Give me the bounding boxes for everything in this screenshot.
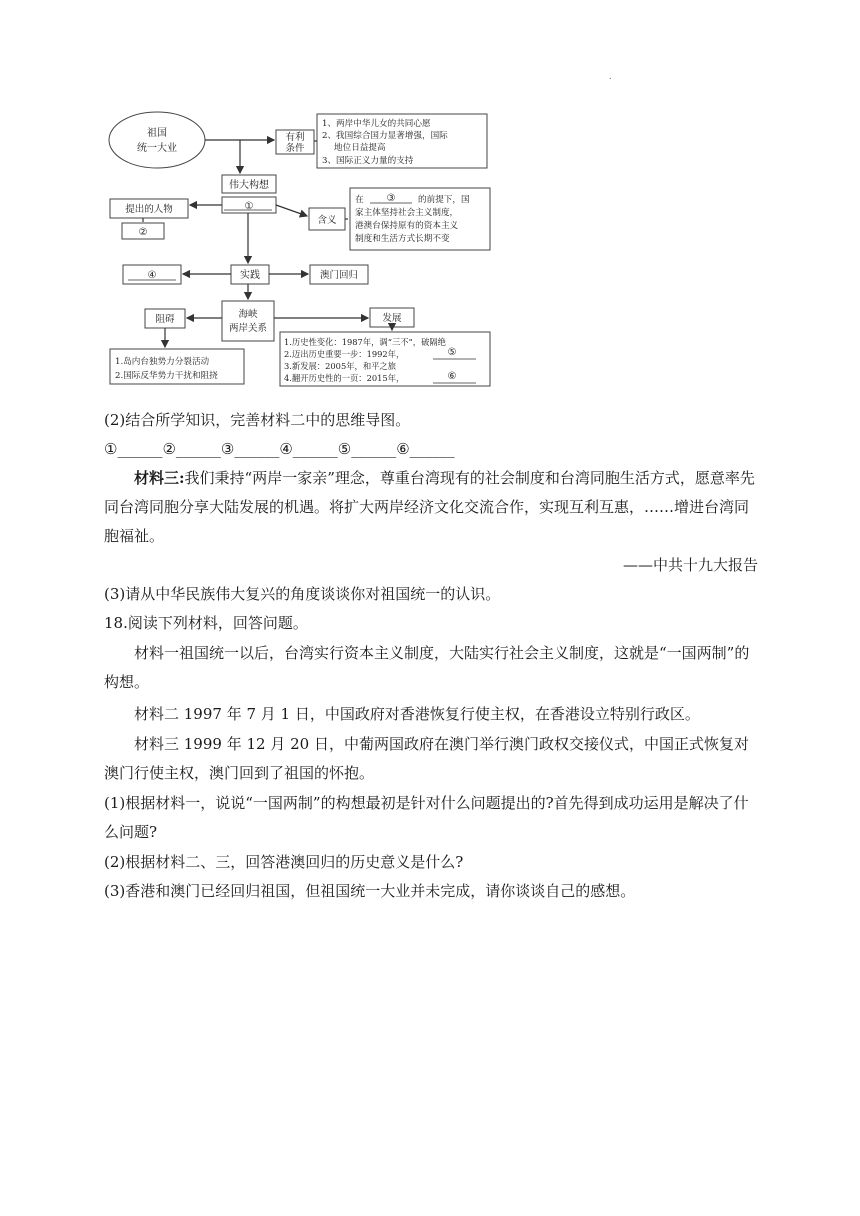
material-3-label: 材料三: — [134, 469, 185, 487]
question-18-title: 18.阅读下列材料，回答问题。 — [104, 614, 308, 632]
q18-material-1-text: 材料一祖国统一以后，台湾实行资本主义制度，大陆实行社会主义制度，这就是“一国两制”的构想。 — [104, 644, 750, 691]
answer-blanks-line: ①______②______③______④______⑤______⑥______ — [104, 440, 455, 458]
center-text: 统一大业 — [137, 143, 177, 154]
favorable-item: 地位日益提高 — [334, 143, 386, 153]
favorable-item: 3、国际正义力量的支持 — [322, 156, 414, 166]
develop-item: 3.新发展：2005年，和平之旅 — [284, 361, 397, 371]
obstacle-item: 1.岛内台独势力分裂活动 — [115, 357, 210, 367]
blank5-text: ⑤ — [447, 347, 457, 358]
q18-material-1 — [104, 639, 758, 697]
question-3: (3)请从中华民族伟大复兴的角度谈谈你对祖国统一的认识。 — [104, 585, 501, 603]
meaning-line: 家主体坚持社会主义制度， — [355, 208, 459, 218]
mind-map-diagram — [100, 104, 500, 390]
develop-item: 2.迈出历史重要一步：1992年， — [284, 349, 405, 359]
practice-text: 实践 — [240, 270, 260, 281]
favorable-label: 条件 — [285, 143, 305, 154]
center-text: 祖国 — [147, 128, 167, 139]
blank4-text: ④ — [147, 270, 157, 281]
proposer-text: 提出的人物 — [125, 204, 173, 215]
q18-material-3 — [104, 730, 758, 788]
favorable-item: 2、我国综合国力显著增强，国际 — [322, 131, 448, 141]
blank2-text: ② — [138, 227, 148, 238]
develop-text: 发展 — [382, 313, 402, 324]
center-ellipse — [109, 112, 205, 168]
concept-text: 伟大构想 — [229, 180, 269, 191]
meaning-line: 的前提下，国 — [418, 195, 470, 205]
material-3-text: 我们秉持“两岸一家亲”理念，尊重台湾现有的社会制度和台湾同胞生活方式，愿意率先同台湾同胞分享大陆发展的机遇。将扩大两岸经济文化交流合作，实现互利互惠，……增进台湾同胞福祉。 — [104, 469, 755, 545]
macau-text: 澳门回归 — [319, 270, 359, 281]
blank1-text: ① — [244, 201, 254, 212]
meaning-prefix: 在 — [355, 195, 364, 205]
question-2: (2)结合所学知识，完善材料二中的思维导图。 — [104, 411, 411, 429]
blank3-text: ③ — [386, 193, 396, 204]
page-dot: . — [609, 72, 612, 81]
material-3-source: ——中共十九大报告 — [622, 556, 758, 574]
q18-material-2 — [104, 700, 758, 729]
blank6-text: ⑥ — [447, 371, 457, 382]
meaning-line: 制度和生活方式长期不变 — [355, 234, 450, 244]
meaning-label: 含义 — [317, 215, 337, 226]
obstacle-text: 阻碍 — [155, 314, 175, 325]
strait-text: 海峡 — [238, 309, 258, 320]
meaning-line: 港澳台保持原有的资本主义 — [355, 221, 459, 231]
material-3 — [104, 464, 758, 551]
obstacle-item: 2.国际反华势力干扰和阻挠 — [115, 371, 218, 381]
develop-item: 1.历史性变化：1987年，调“三不”，破隔绝 — [284, 337, 446, 347]
q18-material-2-text: 材料二 1997 年 7 月 1 日，中国政府对香港恢复行使主权，在香港设立特别行政区。 — [134, 705, 700, 723]
favorable-item: 1、两岸中华儿女的共同心愿 — [322, 119, 431, 129]
q18-question-1: (1)根据材料一，说说“一国两制”的构想最初是针对什么问题提出的?首先得到成功运用是解决了什么问题? — [104, 794, 749, 841]
q18-material-3-text: 材料三 1999 年 12 月 20 日，中葡两国政府在澳门举行澳门政权交接仪式，中国正式恢复对澳门行使主权，澳门回到了祖国的怀抱。 — [104, 735, 749, 782]
favorable-label: 有利 — [285, 132, 305, 143]
q18-question-3: (3)香港和澳门已经回归祖国，但祖国统一大业并未完成，请你谈谈自己的感想。 — [104, 882, 636, 900]
q18-question-2: (2)根据材料二、三，回答港澳回归的历史意义是什么? — [104, 853, 464, 871]
strait-box — [222, 301, 274, 341]
develop-item: 4.翻开历史性的一页：2015年， — [284, 373, 405, 383]
strait-text: 两岸关系 — [228, 323, 268, 334]
